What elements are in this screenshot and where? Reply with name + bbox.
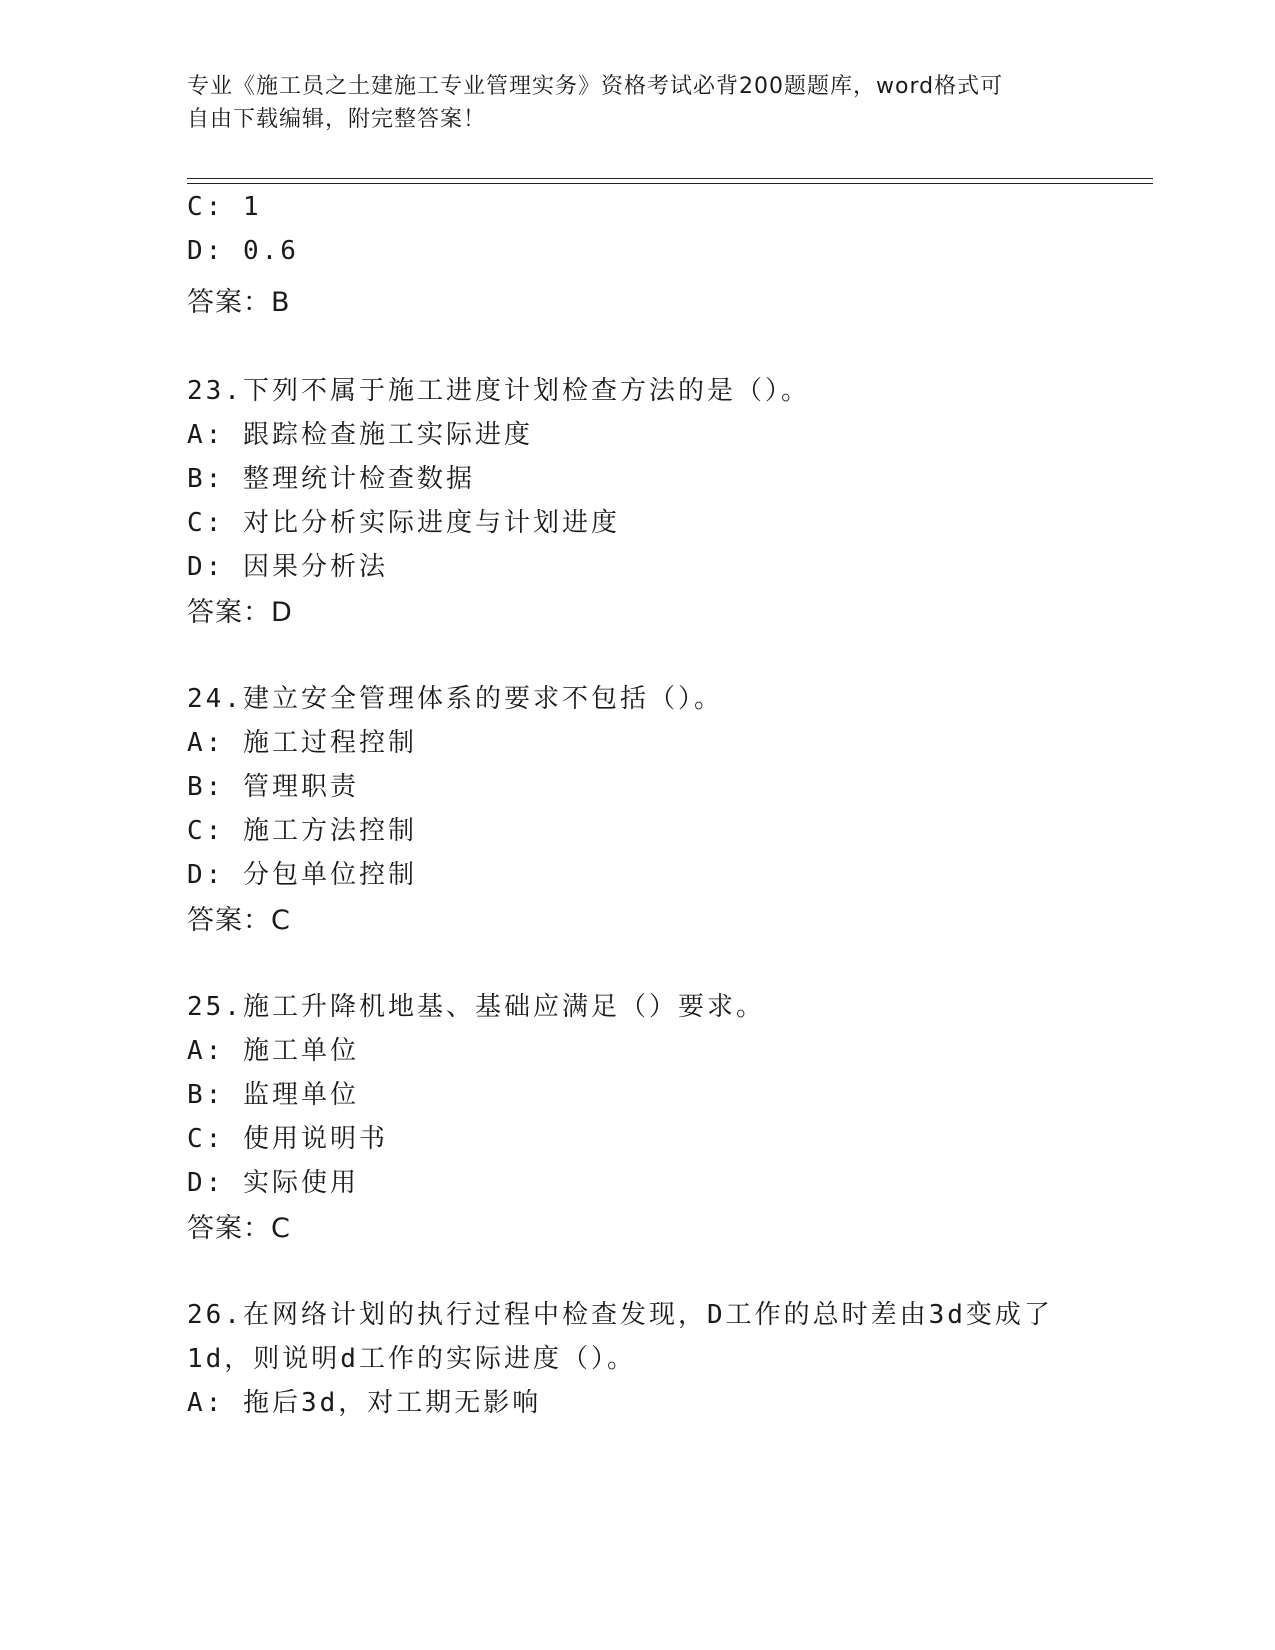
header-line-1: 专业《施工员之土建施工专业管理实务》资格考试必背200题题库，word格式可 [187,74,1004,99]
option-c: C: 1 [187,192,262,222]
header-rule-top [187,178,1153,179]
option-c: C: 使用说明书 [187,1124,388,1154]
option-b: B: 监理单位 [187,1080,359,1110]
answer: 答案：C [187,905,291,936]
answer: 答案：C [187,1213,291,1244]
header-rule-bottom [187,183,1153,184]
answer: 答案：D [187,597,293,628]
option-b: B: 整理统计检查数据 [187,464,475,494]
option-d: D: 0.6 [187,236,299,266]
answer: 答案：B [187,287,291,318]
question-24: 24.建立安全管理体系的要求不包括（）。 [187,684,723,714]
option-d: D: 分包单位控制 [187,860,417,890]
question-25: 25.施工升降机地基、基础应满足（）要求。 [187,992,765,1022]
option-c: C: 施工方法控制 [187,816,417,846]
question-26-continued: 1d，则说明d工作的实际进度（）。 [187,1344,636,1374]
option-a: A: 跟踪检查施工实际进度 [187,420,533,450]
option-a: A: 拖后3d，对工期无影响 [187,1388,542,1418]
question-26: 26.在网络计划的执行过程中检查发现，D工作的总时差由3d变成了 [187,1300,1053,1330]
option-c: C: 对比分析实际进度与计划进度 [187,508,620,538]
header-line-2: 自由下载编辑，附完整答案！ [187,107,487,132]
option-d: D: 实际使用 [187,1168,359,1198]
document-header [187,70,1087,136]
option-a: A: 施工单位 [187,1036,359,1066]
option-b: B: 管理职责 [187,772,359,802]
option-a: A: 施工过程控制 [187,728,417,758]
question-23: 23.下列不属于施工进度计划检查方法的是（）。 [187,376,810,406]
option-d: D: 因果分析法 [187,552,388,582]
